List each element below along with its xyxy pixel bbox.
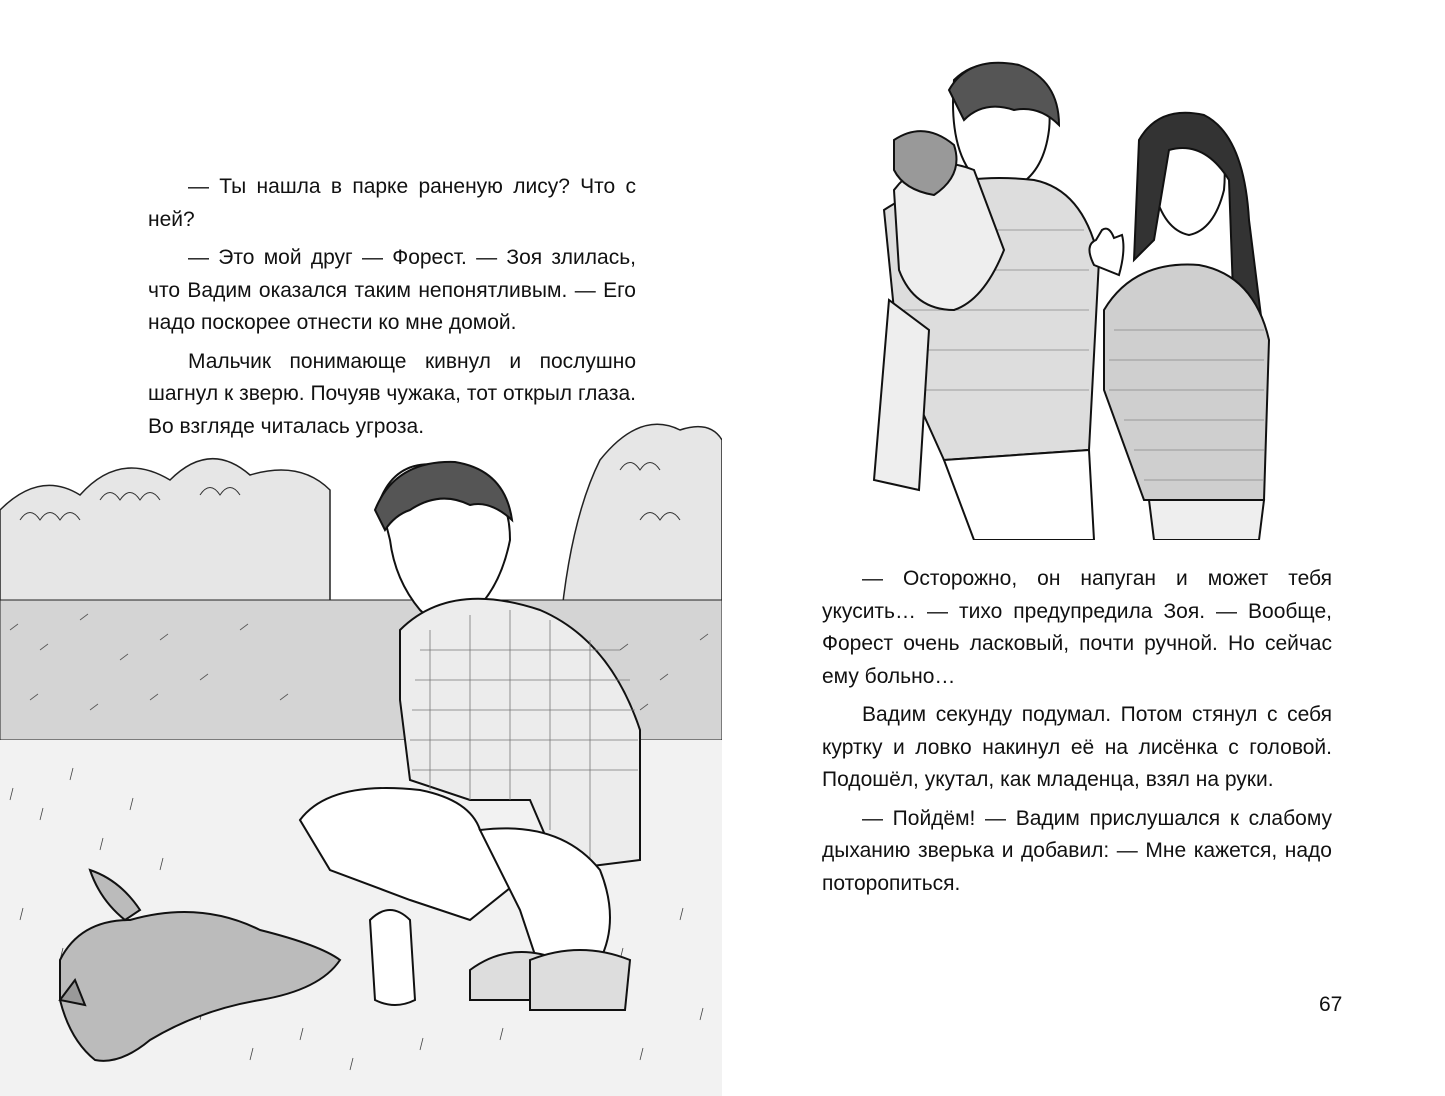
left-page (0, 0, 722, 1096)
page-number: 67 (1319, 993, 1343, 1016)
paragraph: Вадим секунду подумал. Потом стянул с себя куртку и ловко накинул её на лисёнка с головой. Подошёл, укутал, как младенца, взял на руки. (822, 703, 1332, 791)
paragraph: — Это мой друг — Форест. — Зоя злилась, что Вадим оказался таким непонятливым. — Его надо поскорее отнести ко мне домой. (148, 246, 636, 334)
right-page (722, 0, 1445, 1096)
right-page-text (822, 563, 1332, 906)
boy-figure (874, 63, 1099, 540)
paragraph: — Пойдём! — Вадим прислушался к слабому дыханию зверька и добавил: — Мне кажется, надо поторопиться. (822, 806, 1332, 895)
boy-and-fox-illustration (0, 400, 722, 1096)
paragraph: — Осторожно, он напуган и может тебя укусить… — тихо предупредила Зоя. — Вообще, Форест очень ласковый, почти ручной. Но сейчас ему больно… (822, 567, 1332, 688)
boy-holding-fox-and-girl-illustration (804, 60, 1314, 540)
paragraph: — Ты нашла в парке раненую лису? Что с ней? (148, 175, 636, 231)
paragraph: Мальчик понимающе кивнул и послушно шагнул к зверю. Почуяв чужака, тот открыл глаза. Во взгляде читалась угроза. (148, 349, 636, 438)
girl-figure (1089, 113, 1269, 540)
